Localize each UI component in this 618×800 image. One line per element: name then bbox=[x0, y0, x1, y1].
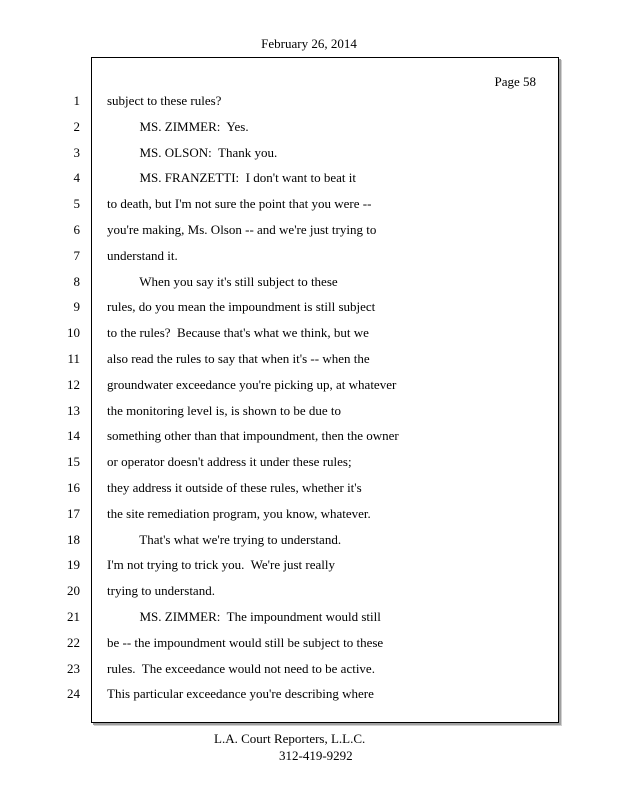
line-number: 24 bbox=[67, 686, 80, 701]
line-number: 3 bbox=[73, 145, 80, 160]
transcript-line: MS. ZIMMER: Yes. bbox=[107, 119, 249, 134]
transcript-line: MS. ZIMMER: The impoundment would still bbox=[107, 609, 381, 624]
transcript-line: When you say it's still subject to these bbox=[107, 274, 338, 289]
transcript-line: That's what we're trying to understand. bbox=[107, 532, 342, 547]
transcript-line: rules. The exceedance would not need to be active. bbox=[107, 661, 375, 676]
header-date: February 26, 2014 bbox=[261, 36, 357, 51]
transcript-line: the site remediation program, you know, whatever. bbox=[107, 506, 371, 521]
transcript-line: something other than that impoundment, then the owner bbox=[107, 428, 399, 443]
line-number: 1 bbox=[73, 93, 80, 108]
line-number: 6 bbox=[73, 222, 80, 237]
transcript-line: they address it outside of these rules, whether it's bbox=[107, 480, 362, 495]
line-number: 10 bbox=[67, 325, 80, 340]
transcript-line: to death, but I'm not sure the point that you were -- bbox=[107, 196, 372, 211]
line-number: 8 bbox=[73, 274, 80, 289]
line-number: 9 bbox=[73, 299, 80, 314]
line-number: 17 bbox=[67, 506, 80, 521]
line-number: 12 bbox=[67, 377, 80, 392]
line-number: 4 bbox=[73, 170, 80, 185]
transcript-line: rules, do you mean the impoundment is still subject bbox=[107, 299, 376, 314]
transcript-line: groundwater exceedance you're picking up, at whatever bbox=[107, 377, 397, 392]
transcript-line: also read the rules to say that when it's -- when the bbox=[107, 351, 370, 366]
line-number: 22 bbox=[67, 635, 80, 650]
footer-phone: 312-419-9292 bbox=[279, 748, 353, 763]
line-number: 7 bbox=[73, 248, 80, 263]
transcript-line: the monitoring level is, is shown to be due to bbox=[107, 403, 341, 418]
line-number: 2 bbox=[73, 119, 80, 134]
transcript-line: This particular exceedance you're describing where bbox=[107, 686, 374, 701]
transcript-line: MS. OLSON: Thank you. bbox=[107, 145, 278, 160]
transcript-line: understand it. bbox=[107, 248, 178, 263]
transcript-line: I'm not trying to trick you. We're just really bbox=[107, 557, 335, 572]
line-number: 5 bbox=[73, 196, 80, 211]
transcript-line: you're making, Ms. Olson -- and we're just trying to bbox=[107, 222, 377, 237]
footer-company: L.A. Court Reporters, L.L.C. bbox=[214, 731, 366, 746]
transcript-line: MS. FRANZETTI: I don't want to beat it bbox=[107, 170, 356, 185]
line-number: 13 bbox=[67, 403, 80, 418]
transcript-line: to the rules? Because that's what we think, but we bbox=[107, 325, 369, 340]
page-number: Page 58 bbox=[494, 74, 536, 89]
line-number: 14 bbox=[67, 428, 80, 443]
line-number: 11 bbox=[67, 351, 80, 366]
transcript-line: be -- the impoundment would still be subject to these bbox=[107, 635, 384, 650]
line-number: 21 bbox=[67, 609, 80, 624]
line-number: 23 bbox=[67, 661, 80, 676]
transcript-line: trying to understand. bbox=[107, 583, 215, 598]
line-number: 16 bbox=[67, 480, 80, 495]
transcript-line: or operator doesn't address it under these rules; bbox=[107, 454, 352, 469]
line-number: 20 bbox=[67, 583, 80, 598]
line-number: 18 bbox=[67, 532, 80, 547]
line-number: 15 bbox=[67, 454, 80, 469]
transcript-line: subject to these rules? bbox=[107, 93, 222, 108]
line-number: 19 bbox=[67, 557, 80, 572]
